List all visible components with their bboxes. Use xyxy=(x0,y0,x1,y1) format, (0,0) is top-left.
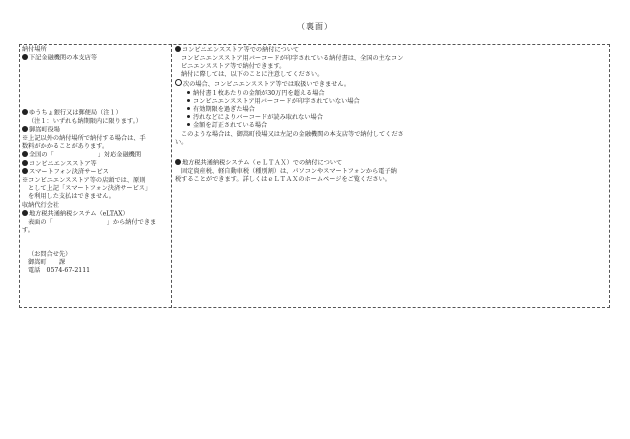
dot-icon xyxy=(187,107,190,110)
conv-paragraph-3: 次の場合、コンビニエンスストア等では取扱いできません。 xyxy=(175,79,605,89)
conv-heading: コンビニエンスストア等での納付について xyxy=(175,46,605,55)
smartphone-note-1: ※コンビニエンスストア等の店頭では、原則 xyxy=(22,177,146,185)
contact-dept: 御嵩町 課 xyxy=(28,259,66,267)
conv-item: 金額を訂正されている場合 xyxy=(175,122,605,130)
bullet-icon xyxy=(175,46,181,52)
right-column xyxy=(175,46,605,184)
contact-header: （お問合せ先） xyxy=(28,250,72,258)
bullet-icon xyxy=(22,160,28,166)
conv-item: コンビニエンスストア用バーコードが印字されていない場合 xyxy=(175,98,605,106)
convenience-heading: コンビニエンスストア等 xyxy=(22,160,168,169)
national-bank-line: 全国の「 」対応金融機関 xyxy=(22,151,168,160)
conv-paragraph-4b: い。 xyxy=(175,138,188,146)
bullet-icon xyxy=(22,151,28,157)
conv-item: 有効期限を過ぎた場合 xyxy=(175,106,605,114)
column-divider xyxy=(171,44,172,308)
conv-item: 納付書１枚あたりの金額が30万円を超える場合 xyxy=(175,90,605,98)
town-heading: 御嵩町役場 xyxy=(22,126,168,135)
bullet-icon xyxy=(22,210,28,216)
bullet-icon xyxy=(175,159,181,165)
conv-paragraph-1b: ビニエンスストア等で納付できます。 xyxy=(181,62,286,70)
town-note-2: 数料がかかることがあります。 xyxy=(22,142,109,150)
left-column xyxy=(22,46,168,276)
contact-phone: 電話 0574-67-2111 xyxy=(28,267,91,275)
smartphone-heading: スマートフォン決済サービス xyxy=(22,168,168,177)
post-note: （注１：いずれも納期限内に限ります。） xyxy=(28,117,142,125)
dot-icon xyxy=(187,91,190,94)
dot-icon xyxy=(187,99,190,102)
smartphone-note-2: として上記「スマートフォン決済サービス」 xyxy=(28,185,152,193)
post-heading: ゆうちょ銀行又は郵便局（注１） xyxy=(22,109,168,118)
bullet-icon xyxy=(22,168,28,174)
bullet-icon xyxy=(22,54,28,60)
agency-label: 収納代行会社 xyxy=(22,201,60,209)
bullet-icon xyxy=(22,109,28,115)
payment-place-header: 納付場所 xyxy=(22,46,47,53)
eltax-paragraph-a: 固定資産税、軽自動車税（種別割）は、パソコンやスマートフォンから電子納 xyxy=(181,167,397,175)
town-note-1: ※上記以外の納付場所で納付する場合は、手 xyxy=(22,134,146,142)
conv-paragraph-1a: コンビニエンスストア用バーコードが印字されている納付書は、全国の主なコン xyxy=(181,54,404,62)
page-title: （裏面） xyxy=(297,22,333,31)
eltax-heading: 地方税共通納税システム（eLTAX） xyxy=(22,210,168,219)
conv-paragraph-4a: このような場合は、御嵩町役場又は左記の金融機関の本支店等で納付してくださ xyxy=(181,130,404,138)
eltax-line-end: す。 xyxy=(22,226,34,234)
bank-blank-space xyxy=(22,63,168,95)
eltax-section-heading: 地方税共通納税システム（ｅＬＴＡＸ）での納付について xyxy=(175,159,605,168)
bullet-icon xyxy=(22,126,28,132)
smartphone-note-3: を利用した支払はできません。 xyxy=(28,193,115,201)
bank-heading: 下記金融機関の本支店等 xyxy=(22,54,168,63)
dot-icon xyxy=(187,115,190,118)
dot-icon xyxy=(187,123,190,126)
conv-paragraph-2: 納付に際しては、以下のことに注意してください。 xyxy=(181,71,324,79)
conv-item: 汚れなどによりバーコードが読み取れない場合 xyxy=(175,114,605,122)
eltax-paragraph-b: 税することができます。詳しくはｅＬＴＡＸのホームページをご覧ください。 xyxy=(175,175,391,183)
eltax-line: 表面の「 」から納付できま xyxy=(28,218,157,226)
circle-icon xyxy=(175,79,182,86)
